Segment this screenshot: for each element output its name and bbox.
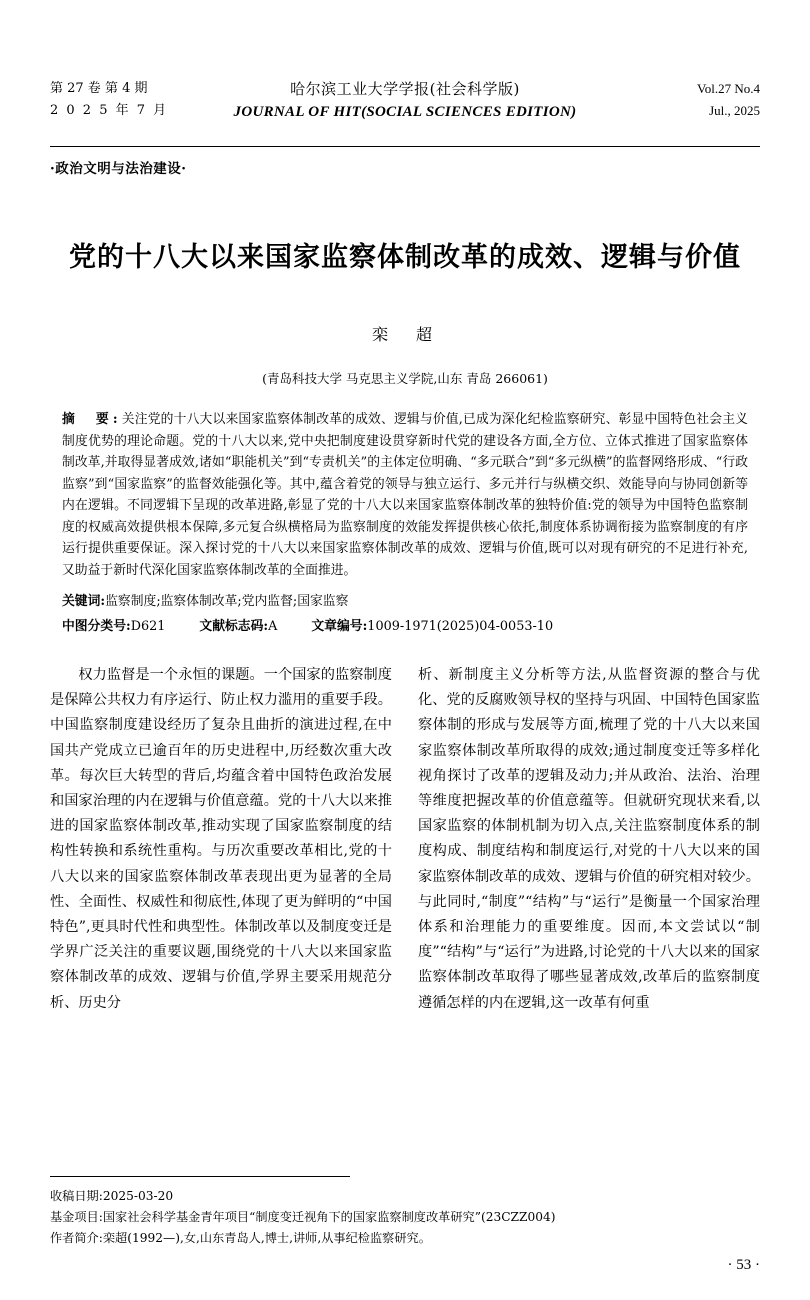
- section-tag: ·政治文明与法治建设·: [50, 161, 187, 177]
- keywords-block: [50, 591, 760, 612]
- abstract-label: 摘 要:: [62, 412, 122, 427]
- article-id-label: 文章编号:: [311, 619, 368, 634]
- journal-name-en: JOURNAL OF HIT(SOCIAL SCIENCES EDITION): [233, 104, 577, 120]
- header-divider: [50, 146, 760, 147]
- clc-value: D621: [130, 619, 166, 634]
- body-columns: [50, 663, 760, 1016]
- doc-type-label: 文献标志码:: [199, 619, 269, 634]
- body-column-left: [50, 663, 392, 1016]
- body-paragraph: 权力监督是一个永恒的课题。一个国家的监察制度是保障公共权力有序运行、防止权力滥用的重要手段。中国监察制度建设经历了复杂且曲折的演进过程,在中国共产党成立已逾百年的历史进程中,历经数次重大改革。每次巨大转型的背后,均蕴含着中国特色政治发展和国家治理的内在逻辑与价值意蕴。党的十八大以来推进的国家监察体制改革,推动实现了国家监察制度的结构性转换和系统性重构。与历次重要改革相比,党的十八大以来的国家监察体制改革表现出更为显著的全局性、全面性、权威性和彻底性,体现了更为鲜明的“中国特色”,更具时代性和典型性。体制改革以及制度变迁是学界广泛关注的重要议题,围绕党的十八大以来国家监察体制改革的成效、逻辑与价值,学界主要采用规范分析、历史分: [50, 667, 392, 1011]
- article-id-segment: [311, 616, 553, 637]
- page-title: 党的十八大以来国家监察体制改革的成效、逻辑与价值: [69, 242, 741, 273]
- header-volume-issue: [50, 78, 168, 122]
- abstract-block: [50, 409, 760, 581]
- keywords-text: 监察制度;监察体制改革;党内监督;国家监察: [105, 594, 349, 609]
- article-id-value: 1009-1971(2025)04-0053-10: [367, 619, 554, 634]
- journal-header: [50, 0, 760, 140]
- header-volume-issue-en: [697, 78, 760, 122]
- footnotes-block: [50, 1186, 760, 1249]
- footnote-received-date: 收稿日期:2025-03-20: [50, 1189, 174, 1203]
- clc-label: 中图分类号:: [62, 619, 131, 634]
- author-affiliation: (青岛科技大学 马克思主义学院,山东 青岛 266061): [262, 371, 548, 386]
- page-number: · 53 ·: [727, 1257, 760, 1273]
- classification-block: [50, 616, 760, 637]
- volume-issue-line: 第 27 卷 第 4 期: [50, 81, 148, 96]
- abstract-text: 关注党的十八大以来国家监察体制改革的成效、逻辑与价值,已成为深化纪检监察研究、彰显中国特色社会主义制度优势的理论命题。党的十八大以来,党中央把制度建设贯穿新时代党的建设各方面,全方位、立体式推进了国家监察体制改革,并取得显著成效,诸如“职能机关”到“专责机关”的主体定位明确、“多元联合”到“多元纵横”的监督网络形成、“行政监察”到“国家监察”的监督效能强化等。其中,蕴含着党的领导与独立运行、多元并行与纵横交织、效能导向与协同创新等内在逻辑。不同逻辑下呈现的改革进路,彰显了党的十八大以来国家监察体制改革的独特价值:党的领导为中国特色监察制度的权威高效提供根本保障,多元复合纵横格局为监察制度的效能发挥提供核心依托,制度体系协调衔接为监察制度的有序运行提供重要保证。深入探讨党的十八大以来国家监察体制改革的成效、逻辑与价值,既可以对现有研究的不足进行补充,又助益于新时代深化国家监察体制改革的全面推进。: [62, 412, 748, 578]
- journal-name-cn: 哈尔滨工业大学学报(社会科学版): [290, 80, 520, 98]
- body-paragraph: 析、新制度主义分析等方法,从监督资源的整合与优化、党的反腐败领导权的坚持与巩固、中国特色国家监察体制的形成与发展等方面,梳理了党的十八大以来国家监察体制改革所取得的成效;通过制度变迁等多样化视角探讨了改革的逻辑及动力;并从政治、法治、治理等维度把握改革的价值意蕴等。但就研究现状来看,以国家监察的体制机制为切入点,关注监察制度体系的制度构成、制度结构和制度运行,对党的十八大以来的国家监察体制改革的成效、逻辑与价值的研究相对较少。与此同时,“制度”“结构”与“运行”是衡量一个国家治理体系和治理能力的重要维度。因而,本文尝试以“制度”“结构”与“运行”为进路,讨论党的十八大以来的国家监察体制改革取得了哪些显著成效,改革后的监察制度遵循怎样的内在逻辑,这一改革有何重: [418, 667, 760, 1011]
- keywords-label: 关键词:: [62, 594, 106, 609]
- doc-type-value: A: [268, 619, 278, 634]
- footnote-divider: [50, 1176, 350, 1177]
- doc-type-segment: [199, 616, 277, 637]
- body-column-right: [418, 663, 760, 1016]
- footnote-author-bio: 作者简介:栾超(1992—),女,山东青岛人,博士,讲师,从事纪检监察研究。: [50, 1231, 431, 1245]
- author-name: 栾 超: [371, 325, 438, 344]
- date-en-line: Jul., 2025: [709, 103, 760, 118]
- clc-segment: [62, 616, 165, 637]
- volume-issue-en-line: Vol.27 No.4: [697, 81, 760, 96]
- footnote-funding: 基金项目:国家社会科学基金青年项目“制度变迁视角下的国家监察制度改革研究”(23CZZ004): [50, 1210, 556, 1224]
- date-line: 2 0 2 5 年 7 月: [50, 103, 169, 118]
